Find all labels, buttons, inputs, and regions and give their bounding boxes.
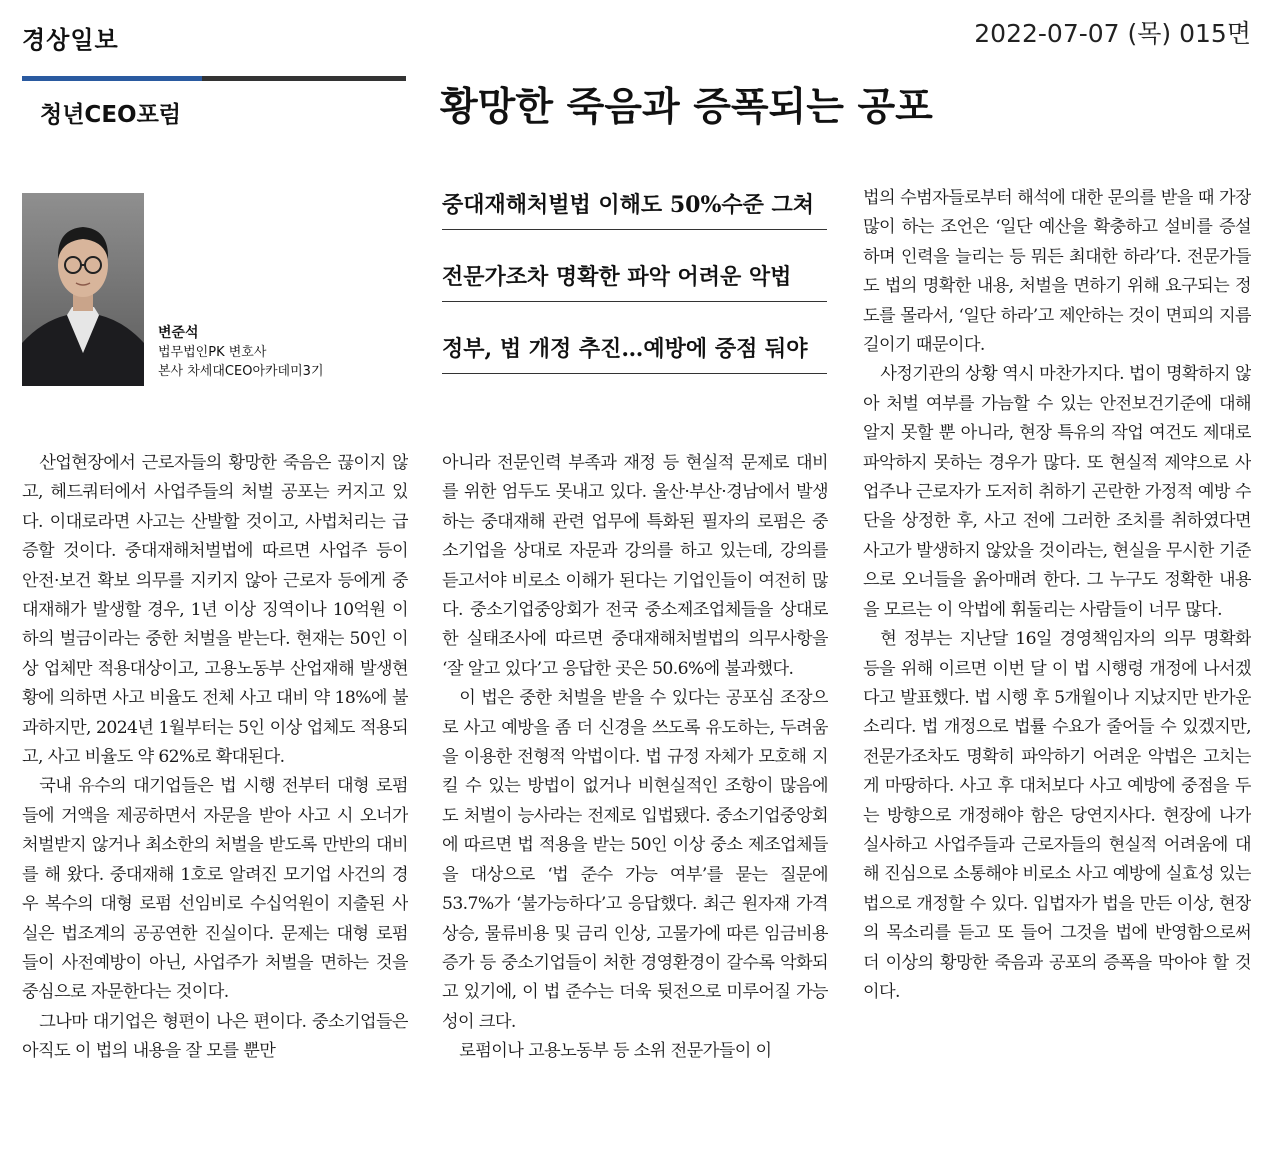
body-paragraph: 법의 수범자들로부터 해석에 대한 문의를 받을 때 가장 많이 하는 조언은 ‘일단 예산을 확충하고 설비를 증설하며 인력을 늘리는 등 뭐든 최대한 하라’다. 전문가들도 법의 명확한 내용, 처벌을 면하기 위해 요구되는 정도를 몰라서, ‘일단 하라’고 제안하는 것이 면피의 지름길이기 때문이다. [863,188,1251,356]
author-photo [22,193,144,386]
body-paragraph: 산업현장에서 근로자들의 황망한 죽음은 끊이지 않고, 헤드쿼터에서 사업주들의 처벌 공포는 커지고 있다. 이대로라면 사고는 산발할 것이고, 사법처리는 급증할 것이다. 중대재해처벌법에 따르면 사업주 등이 안전·보건 확보 의무를 지키지 않아 근로자 등에게 중대재해가 발생할 경우, 1년 이상 징역이나 10억원 이하의 벌금이라는 중한 처벌을 받는다. 현재는 50인 이상 업체만 적용대상이고, 고용노동부 산업재해 발생현황에 의하면 사고 비율도 전체 사고 대비 약 18%에 불과하지만, 2024년 1월부터는 5인 이상 업체도 적용되고, 사고 비율도 약 62%로 확대된다. [22,453,408,768]
body-paragraph: 국내 유수의 대기업들은 법 시행 전부터 대형 로펌들에 거액을 제공하면서 자문을 받아 사고 시 오너가 처벌받지 않거나 최소한의 처벌을 받도록 만반의 대비를 해 왔다. 중대재해 1호로 알려진 모기업 사건의 경우 복수의 대형 로펌 선임비로 수십억원이 지출된 사실은 법조계의 공공연한 진실이다. 문제는 대형 로펌들이 사전예방이 아닌, 사업주가 처벌을 면하는 것을 중심으로 자문한다는 것이다. [22,776,408,1003]
author-title-2: 본사 차세대CEO아카데미3기 [158,364,324,379]
column-header-rule [22,76,406,81]
body-paragraph: 로펌이나 고용노동부 등 소위 전문가들이 이 [459,1041,772,1062]
subheadline: 중대재해처벌법 이해도 50%수준 그쳐 [442,180,827,230]
body-paragraph: 아니라 전문인력 부족과 재정 등 현실적 문제로 대비를 위한 엄두도 못내고 있다. 울산·부산·경남에서 발생하는 중대재해 관련 업무에 특화된 필자의 로펌은 중소기업을 상대로 자문과 강의를 하고 있는데, 강의를 듣고서야 비로소 이해가 된다는 기업인들이 여전히 많다. 중소기업중앙회가 전국 중소제조업체들을 상대로 한 실태조사에 따르면 중대재해처벌법의 의무사항을 ‘잘 알고 있다’고 응답한 곳은 50.6%에 불과했다. [442,453,828,679]
body-paragraph: 그나마 대기업은 형편이 나은 편이다. 중소기업들은 아직도 이 법의 내용을 잘 모를 뿐만 [22,1011,408,1062]
body-column-1 [22,449,408,1139]
body-column-2 [442,449,828,1139]
publication-date: 2022-07-07 (목) 015면 [974,19,1251,48]
body-paragraph: 이 법은 중한 처벌을 받을 수 있다는 공포심 조장으로 사고 예방을 좀 더 신경을 쓰도록 유도하는, 두려움을 이용한 전형적 악법이다. 법 규정 자체가 모호해 지킬 수 있는 방법이 없거나 비현실적인 조항이 많음에도 처벌이 능사라는 전제로 입법됐다. 중소기업중앙회에 따르면 법 적용을 받는 50인 이상 중소 제조업체들을 대상으로 ‘법 준수 가능 여부’를 묻는 질문에 53.7%가 ‘불가능하다’고 응답했다. 최근 원자재 가격 상승, 물류비용 및 금리 인상, 고물가에 따른 임금비용 증가 등 중소기업들이 처한 경영환경이 갈수록 악화되고 있기에, 이 법 준수는 더욱 뒷전으로 미루어질 가능성이 크다. [442,688,828,1032]
author-title-1: 법무법인PK 변호사 [158,345,267,360]
subheadline-list [442,180,827,396]
body-column-3 [863,184,1251,1144]
author-name: 변준석 [158,325,199,341]
article-headline: 황망한 죽음과 증폭되는 공포 [440,84,933,130]
body-paragraph: 사정기관의 상황 역시 마찬가지다. 법이 명확하지 않아 처벌 여부를 가늠할 수 있는 안전보건기준에 대해 알지 못할 뿐 아니라, 현장 특유의 작업 여건도 제대로 파악하지 못하는 경우가 많다. 또 현실적 제약으로 사업주나 근로자가 도저히 취하기 곤란한 가정적 예방 수단을 상정한 후, 사고 전에 그러한 조치를 취하였다면 사고가 발생하지 않았을 것이라는, 현실을 무시한 기준으로 오너들을 옭아매려 한다. 그 누구도 정확한 내용을 모르는 이 악법에 휘둘리는 사람들이 너무 많다. [863,364,1251,620]
subheadline: 정부, 법 개정 추진…예방에 중점 둬야 [442,324,827,374]
author-byline [158,324,324,381]
column-name: 청년CEO포럼 [40,102,182,128]
subheadline: 전문가조차 명확한 파악 어려운 악법 [442,252,827,302]
newspaper-masthead: 경상일보 [22,26,119,54]
column-header-accent [22,76,202,81]
body-paragraph: 현 정부는 지난달 16일 경영책임자의 의무 명확화 등을 위해 이르면 이번 달 이 법 시행령 개정에 나서겠다고 발표했다. 법 시행 후 5개월이나 지났지만 반가운 소리다. 법 개정으로 법률 수요가 줄어들 수 있겠지만, 전문가조차도 명확히 파악하기 어려운 악법은 고치는 게 마땅하다. 사고 후 대처보다 사고 예방에 중점을 두는 방향으로 개정해야 함은 당연지사다. 현장에 나가 실사하고 사업주들과 근로자들의 현실적 어려움에 대해 진심으로 소통해야 비로소 사고 예방에 실효성 있는 법으로 개정할 수 있다. 입법자가 법을 만든 이상, 현장의 목소리를 듣고 또 들어 그것을 법에 반영함으로써 더 이상의 황망한 죽음과 공포의 증폭을 막아야 할 것이다. [863,629,1251,1002]
